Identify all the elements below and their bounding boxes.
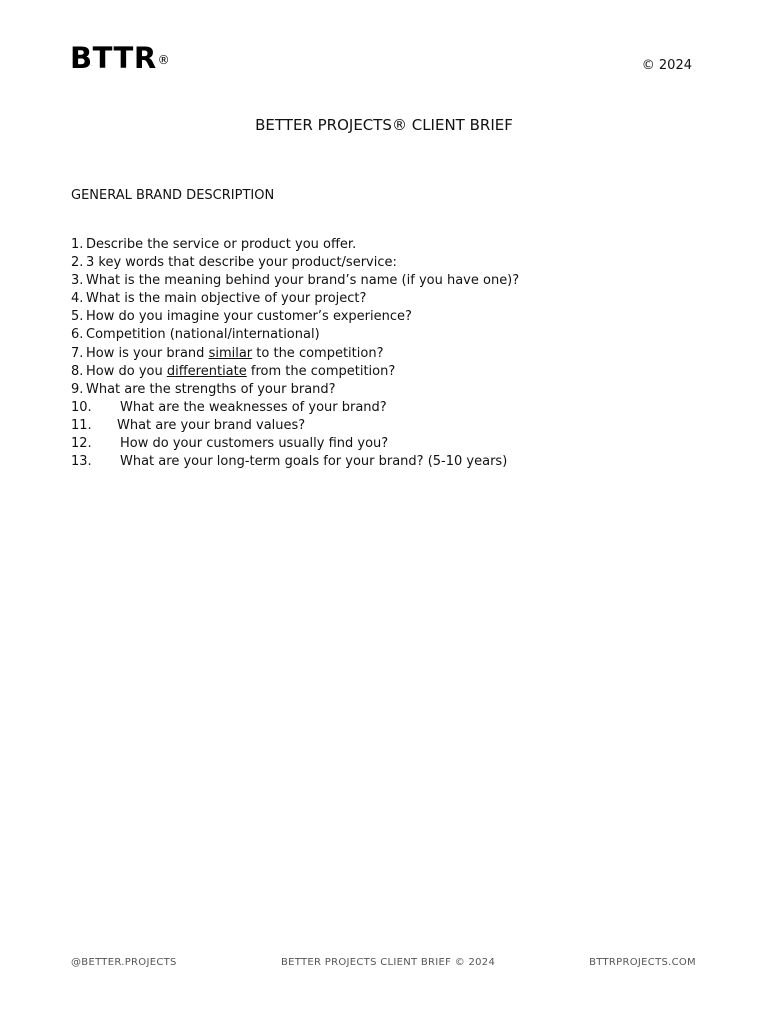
question-number: 7. [71, 345, 84, 361]
question-text [86, 345, 383, 363]
question-number: 12. [71, 436, 92, 452]
question-text: Competition (national/international) [86, 327, 320, 343]
question-text-post: from the competition? [246, 363, 396, 379]
question-list [71, 236, 519, 471]
question-number: 4. [71, 291, 84, 307]
question-text-pre: How do you [86, 363, 167, 379]
question-text: What is the main objective of your project? [86, 291, 367, 307]
question-item [71, 326, 519, 344]
question-item [71, 345, 519, 363]
logo-registered-mark: ® [157, 53, 171, 67]
footer-website: BTTRPROJECTS.COM [589, 957, 696, 968]
question-item [71, 399, 519, 417]
question-number: 10. [71, 399, 92, 415]
question-number: 5. [71, 309, 84, 325]
question-text: 3 key words that describe your product/service: [86, 255, 397, 271]
question-text: How do your customers usually find you? [120, 436, 389, 452]
question-text: Describe the service or product you offer. [86, 237, 357, 252]
question-text: What are your long-term goals for your brand? (5-10 years) [120, 454, 508, 470]
question-item [71, 435, 519, 453]
question-item [71, 363, 519, 381]
question-text [86, 363, 395, 381]
question-number: 3. [71, 273, 84, 289]
question-number: 1. [71, 237, 84, 252]
question-text: What is the meaning behind your brand’s name (if you have one)? [86, 273, 520, 289]
question-item [71, 453, 519, 471]
question-number: 11. [71, 417, 92, 433]
question-number: 8. [71, 363, 84, 379]
question-number: 9. [71, 381, 84, 397]
brand-logo [70, 40, 170, 76]
question-text-underlined: differentiate [166, 363, 247, 379]
question-text: What are the weaknesses of your brand? [120, 399, 387, 415]
question-number: 13. [71, 454, 92, 470]
logo-text: BTTR [70, 41, 157, 75]
question-text: What are the strengths of your brand? [86, 381, 336, 397]
question-item [71, 290, 519, 308]
question-item [71, 308, 519, 326]
question-text: How do you imagine your customer’s experience? [86, 309, 412, 325]
footer-document-name: BETTER PROJECTS CLIENT BRIEF © 2024 [281, 957, 496, 968]
question-number: 6. [71, 327, 84, 343]
question-item [71, 254, 519, 272]
question-number: 2. [71, 255, 84, 271]
question-item [71, 236, 519, 254]
document-title: BETTER PROJECTS® CLIENT BRIEF [255, 116, 513, 134]
question-text-post: to the competition? [252, 345, 384, 361]
question-text: What are your brand values? [117, 417, 306, 433]
question-text-underlined: similar [208, 345, 253, 361]
question-item [71, 381, 519, 399]
footer-social-handle: @BETTER.PROJECTS [71, 957, 177, 968]
question-item [71, 417, 519, 435]
question-text-pre: How is your brand [86, 345, 209, 361]
section-heading: GENERAL BRAND DESCRIPTION [71, 188, 275, 203]
question-item [71, 272, 519, 290]
header-copyright: © 2024 [641, 58, 692, 73]
